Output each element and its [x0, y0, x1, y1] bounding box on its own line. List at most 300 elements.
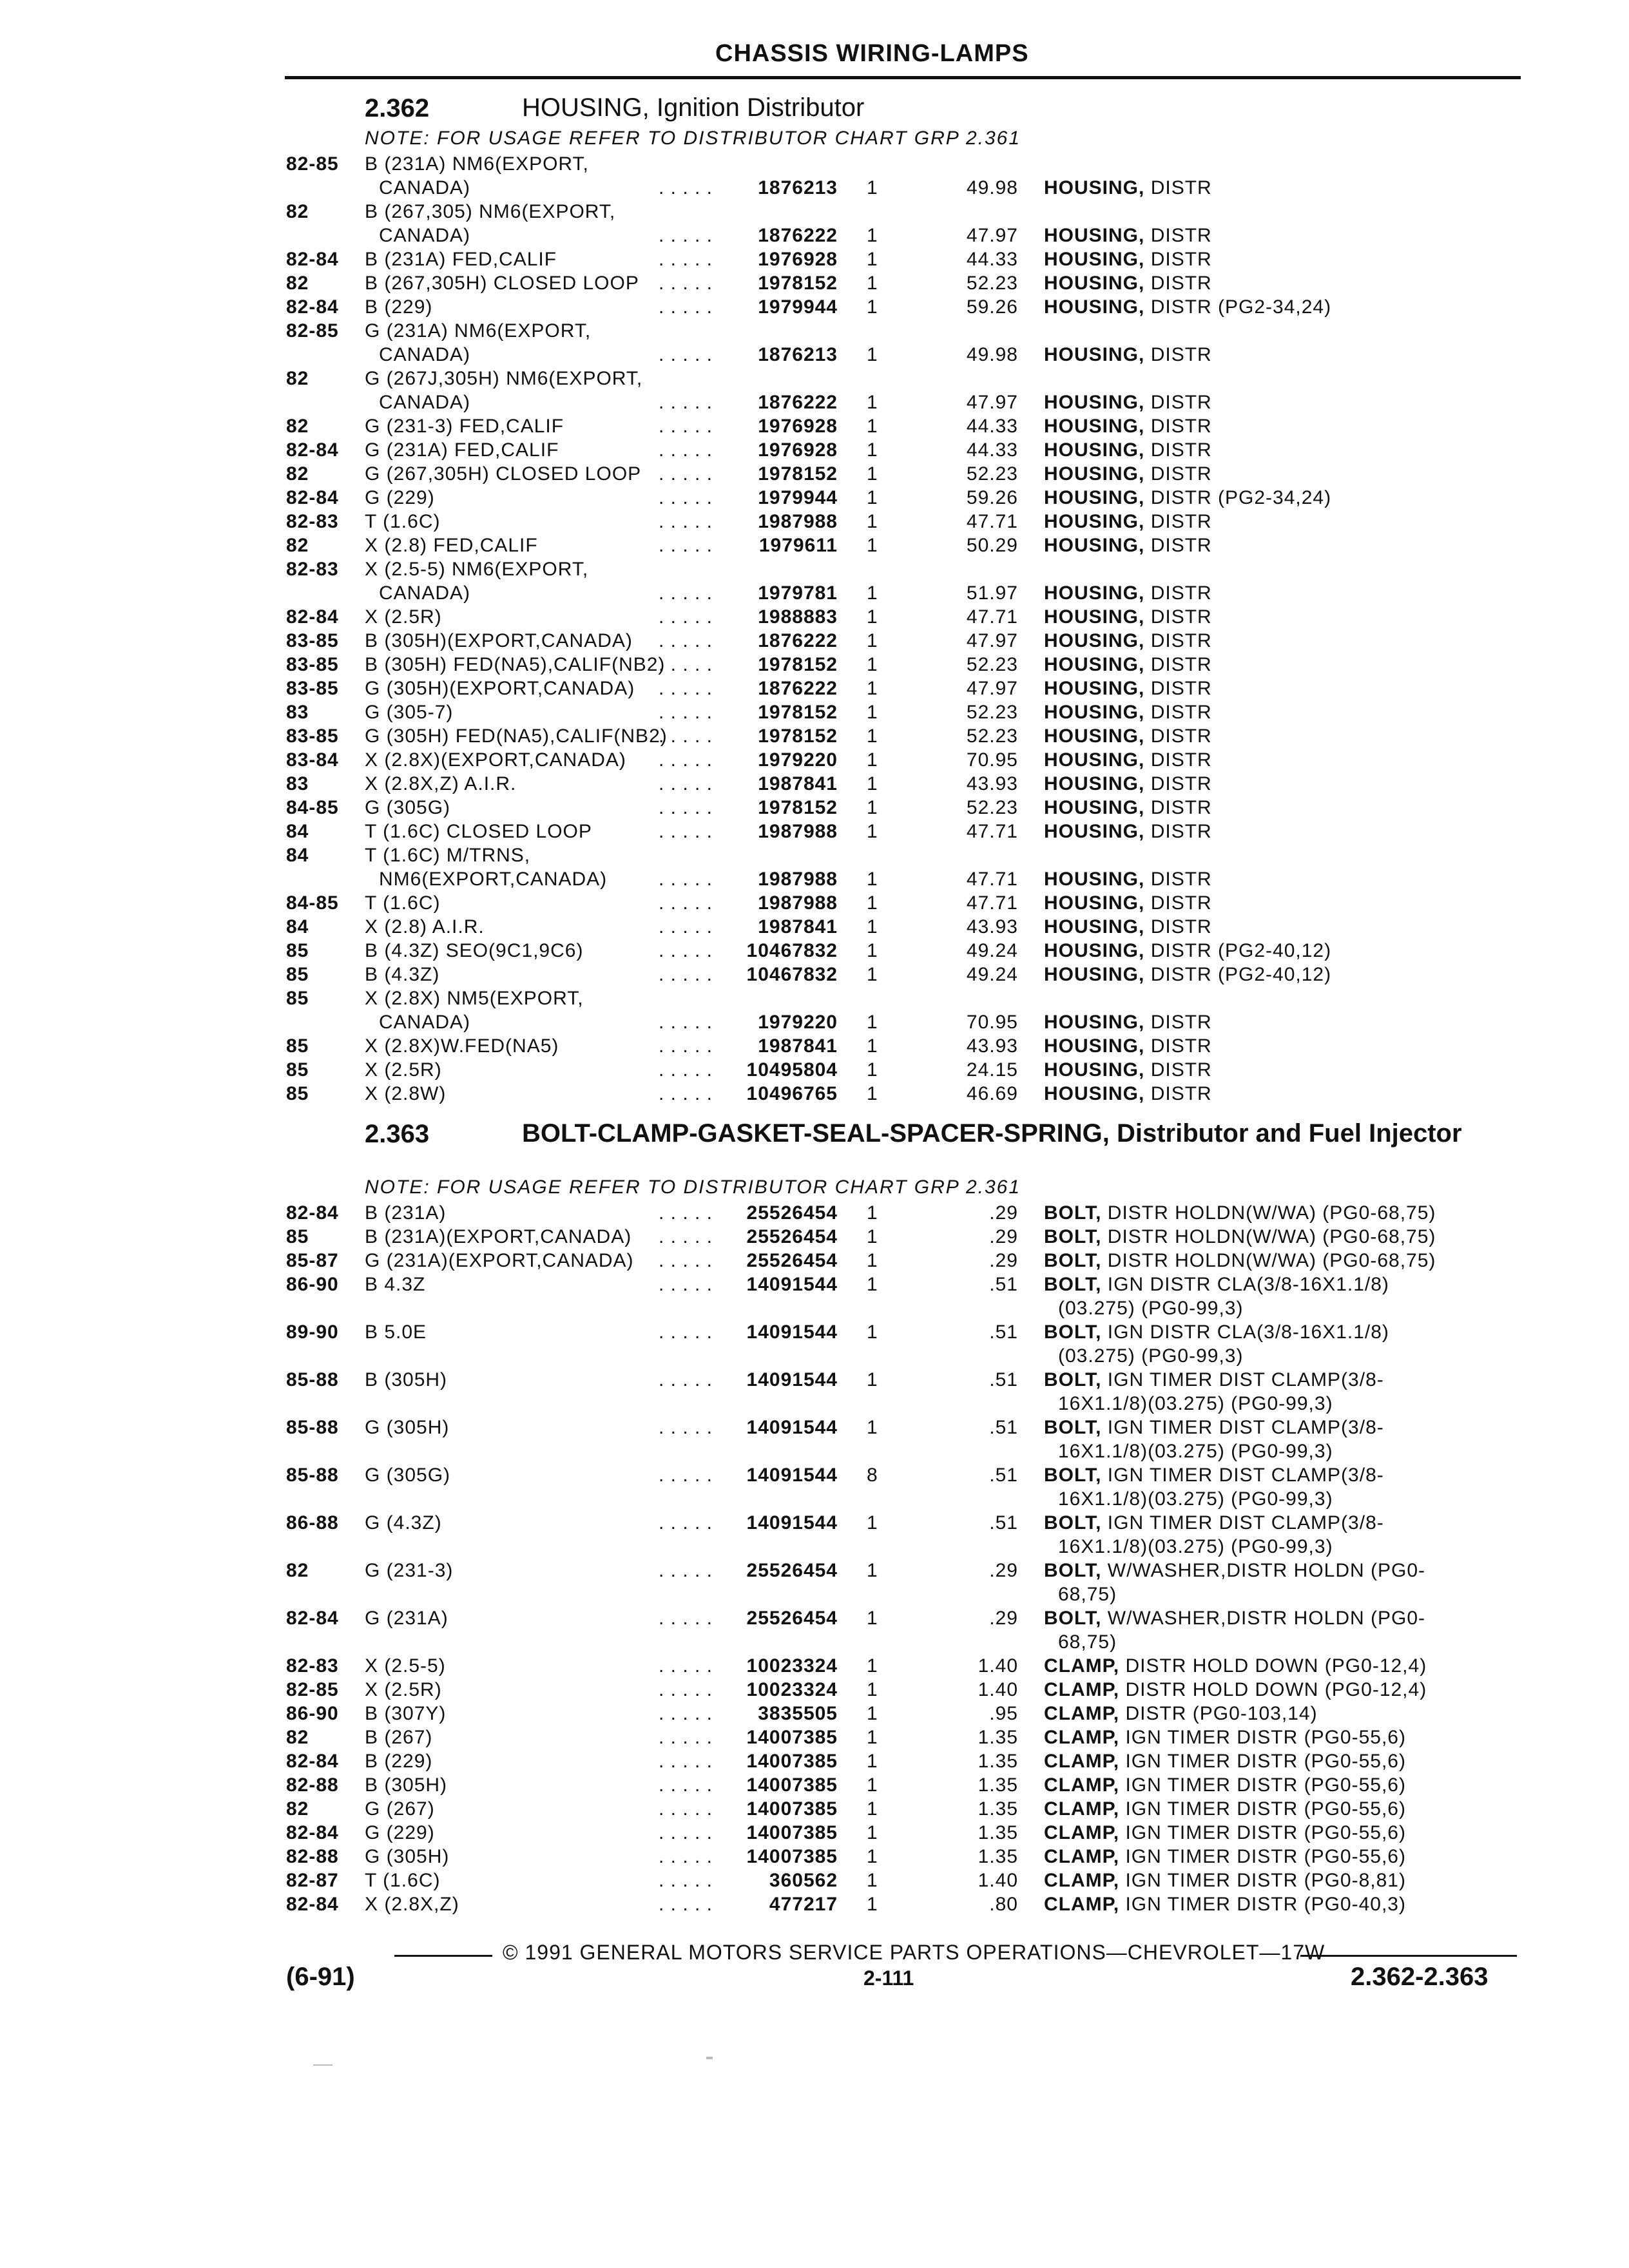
model-years: 82: [286, 416, 309, 437]
leader-dots: . . . . .: [658, 1465, 713, 1486]
quantity: 1: [867, 1083, 878, 1104]
part-detail: DISTR HOLDN(W/WA) (PG0-68,75): [1107, 1202, 1436, 1224]
part-detail-continued: 16X1.1/8)(03.275) (PG0-99,3): [1058, 1441, 1333, 1462]
quantity: 1: [867, 892, 878, 914]
model-years: 85-88: [286, 1417, 339, 1438]
part-description: [1044, 1225, 1508, 1249]
section-number: 2.363: [365, 1120, 430, 1148]
price: .29: [989, 1226, 1018, 1247]
part-detail-continued: (03.275) (PG0-99,3): [1058, 1345, 1244, 1367]
part-description: [1044, 224, 1508, 247]
model-years: 85: [286, 1083, 309, 1104]
quantity: 1: [867, 1679, 878, 1700]
price: 43.93: [966, 773, 1018, 794]
model-years: 82-84: [286, 1608, 339, 1629]
table-row: [0, 1034, 1629, 1058]
price: 59.26: [966, 487, 1018, 508]
part-name: HOUSING,: [1044, 344, 1145, 365]
footer-date: (6-91): [286, 1963, 355, 1991]
part-detail-continued: 68,75): [1058, 1631, 1117, 1653]
part-name: BOLT,: [1044, 1226, 1102, 1247]
table-row: [0, 557, 1629, 605]
description-line: G (305H): [365, 1417, 450, 1438]
leader-dots: . . . . .: [658, 726, 713, 747]
part-description: [1044, 963, 1508, 986]
description-line: X (2.8) A.I.R.: [365, 916, 485, 937]
price: 1.35: [978, 1798, 1018, 1820]
description-line: T (1.6C) CLOSED LOOP: [365, 821, 592, 842]
part-detail: DISTR: [1150, 344, 1212, 365]
quantity: 1: [867, 1608, 878, 1629]
part-number: 1978152: [758, 726, 838, 747]
price: .51: [989, 1369, 1018, 1390]
price: 1.35: [978, 1774, 1018, 1796]
price: 47.71: [966, 821, 1018, 842]
description-line: X (2.5R): [365, 606, 442, 628]
model-years: 85-87: [286, 1250, 339, 1271]
part-detail: DISTR: [1150, 1035, 1212, 1057]
table-row: [0, 486, 1629, 510]
price: 24.15: [966, 1059, 1018, 1081]
description-line: G (267J,305H) NM6(EXPORT,: [365, 368, 643, 389]
description-line: B 4.3Z: [365, 1274, 426, 1295]
part-name: HOUSING,: [1044, 773, 1145, 794]
table-row: [0, 510, 1629, 533]
description-line: B (231A): [365, 1202, 447, 1224]
part-description: [1044, 1368, 1508, 1416]
price: 43.93: [966, 916, 1018, 937]
part-detail: IGN TIMER DISTR (PG0-40,3): [1125, 1894, 1406, 1915]
part-number: 14091544: [746, 1512, 838, 1533]
leader-dots: . . . . .: [658, 773, 713, 794]
price: 1.35: [978, 1751, 1018, 1772]
description-line: B (267,305H) CLOSED LOOP: [365, 273, 639, 294]
description-line-continued: CANADA): [379, 392, 471, 413]
price: .95: [989, 1703, 1018, 1724]
part-name: HOUSING,: [1044, 797, 1145, 818]
model-years: 82: [286, 1727, 309, 1748]
table-row: [0, 843, 1629, 891]
price: 52.23: [966, 797, 1018, 818]
part-name: BOLT,: [1044, 1321, 1102, 1343]
table-row: [0, 1416, 1629, 1463]
part-name: HOUSING,: [1044, 416, 1145, 437]
part-name: CLAMP,: [1044, 1655, 1120, 1677]
price: 47.71: [966, 606, 1018, 628]
part-detail: IGN TIMER DISTR (PG0-55,6): [1125, 1846, 1406, 1867]
leader-dots: . . . . .: [658, 1369, 713, 1390]
price: .29: [989, 1250, 1018, 1271]
part-detail: W/WASHER,DISTR HOLDN (PG0-: [1107, 1560, 1426, 1581]
part-detail: IGN TIMER DISTR (PG0-8,81): [1125, 1870, 1406, 1891]
table-row: [0, 891, 1629, 915]
price: 47.97: [966, 678, 1018, 699]
part-description: [1044, 176, 1508, 200]
leader-dots: . . . . .: [658, 1894, 713, 1915]
part-number: 1978152: [758, 702, 838, 723]
price: 49.98: [966, 177, 1018, 198]
part-detail: DISTR: [1150, 273, 1212, 294]
part-number: 1979944: [758, 487, 838, 508]
model-years: 86-88: [286, 1512, 339, 1533]
quantity: 1: [867, 1012, 878, 1033]
part-detail: DISTR: [1150, 726, 1212, 747]
description-line: X (2.5R): [365, 1059, 442, 1081]
description-line: T (1.6C): [365, 1870, 441, 1891]
quantity: 1: [867, 797, 878, 818]
part-description: [1044, 1845, 1508, 1869]
price: 50.29: [966, 535, 1018, 556]
part-detail: DISTR (PG0-103,14): [1125, 1703, 1318, 1724]
part-name: HOUSING,: [1044, 296, 1145, 318]
part-name: HOUSING,: [1044, 1083, 1145, 1104]
price: 70.95: [966, 749, 1018, 771]
quantity: 1: [867, 773, 878, 794]
part-name: BOLT,: [1044, 1560, 1102, 1581]
part-detail: DISTR: [1150, 773, 1212, 794]
leader-dots: . . . . .: [658, 630, 713, 651]
model-years: 82: [286, 1560, 309, 1581]
quantity: 1: [867, 1560, 878, 1581]
model-years: 82-85: [286, 153, 339, 175]
price: 44.33: [966, 439, 1018, 461]
description-line: X (2.8X)(EXPORT,CANADA): [365, 749, 626, 771]
price: 43.93: [966, 1035, 1018, 1057]
description-line: X (2.8X) NM5(EXPORT,: [365, 988, 584, 1009]
part-number: 1976928: [758, 416, 838, 437]
part-number: 1876222: [758, 225, 838, 246]
model-years: 83-85: [286, 654, 339, 675]
leader-dots: . . . . .: [658, 678, 713, 699]
description-line: X (2.5R): [365, 1679, 442, 1700]
part-number: 14091544: [746, 1274, 838, 1295]
part-description: [1044, 629, 1508, 653]
part-description: [1044, 915, 1508, 939]
leader-dots: . . . . .: [658, 225, 713, 246]
part-name: BOLT,: [1044, 1465, 1102, 1486]
model-years: 82-84: [286, 1202, 339, 1224]
part-number: 10467832: [746, 940, 838, 961]
table-row: [0, 414, 1629, 438]
model-years: 83-85: [286, 678, 339, 699]
quantity: 1: [867, 702, 878, 723]
quantity: 1: [867, 1655, 878, 1677]
leader-dots: . . . . .: [658, 1512, 713, 1533]
model-years: 85: [286, 940, 309, 961]
part-name: HOUSING,: [1044, 439, 1145, 461]
leader-dots: . . . . .: [658, 487, 713, 508]
quantity: 1: [867, 1512, 878, 1533]
leader-dots: . . . . .: [658, 1274, 713, 1295]
part-number: 1978152: [758, 273, 838, 294]
part-detail: DISTR: [1150, 869, 1212, 890]
table-row: [0, 1654, 1629, 1678]
part-description: [1044, 1559, 1508, 1606]
part-description: [1044, 1273, 1508, 1320]
table-row: [0, 1845, 1629, 1869]
part-name: HOUSING,: [1044, 702, 1145, 723]
table-row: [0, 772, 1629, 796]
table-row: [0, 748, 1629, 772]
table-row: [0, 319, 1629, 367]
table-row: [0, 152, 1629, 200]
table-row: [0, 796, 1629, 820]
table-row: [0, 533, 1629, 557]
footer-rule-right: [1300, 1955, 1517, 1957]
part-name: HOUSING,: [1044, 726, 1145, 747]
part-detail: DISTR: [1150, 630, 1212, 651]
part-number: 1876222: [758, 630, 838, 651]
part-number: 14007385: [746, 1846, 838, 1867]
leader-dots: . . . . .: [658, 1417, 713, 1438]
part-detail: DISTR: [1150, 678, 1212, 699]
table-row: [0, 1249, 1629, 1273]
page-header: [285, 37, 1521, 79]
price: 52.23: [966, 726, 1018, 747]
description-line-continued: NM6(EXPORT,CANADA): [379, 869, 608, 890]
part-number: 14007385: [746, 1798, 838, 1820]
price: 1.35: [978, 1846, 1018, 1867]
quantity: 1: [867, 1059, 878, 1081]
model-years: 82-84: [286, 487, 339, 508]
quantity: 1: [867, 296, 878, 318]
quantity: 1: [867, 964, 878, 985]
part-detail: DISTR: [1150, 511, 1212, 532]
part-detail: DISTR HOLD DOWN (PG0-12,4): [1125, 1655, 1427, 1677]
model-years: 84-85: [286, 797, 339, 818]
leader-dots: . . . . .: [658, 1846, 713, 1867]
table-row: [0, 200, 1629, 247]
quantity: 1: [867, 582, 878, 604]
leader-dots: . . . . .: [658, 1059, 713, 1081]
part-number: 1987841: [758, 1035, 838, 1057]
description-line: X (2.8X,Z) A.I.R.: [365, 773, 517, 794]
description-line: B (267): [365, 1727, 433, 1748]
part-number: 1876222: [758, 678, 838, 699]
leader-dots: . . . . .: [658, 606, 713, 628]
part-name: HOUSING,: [1044, 225, 1145, 246]
part-name: CLAMP,: [1044, 1774, 1120, 1796]
model-years: 82: [286, 273, 309, 294]
part-description: [1044, 891, 1508, 915]
leader-dots: . . . . .: [658, 1822, 713, 1843]
part-detail: DISTR (PG2-40,12): [1150, 964, 1332, 985]
quantity: 1: [867, 416, 878, 437]
part-number: 10467832: [746, 964, 838, 985]
quantity: 1: [867, 177, 878, 198]
page-title: CHASSIS WIRING-LAMPS: [715, 40, 1029, 67]
part-detail: DISTR: [1150, 1059, 1212, 1081]
table-row: [0, 629, 1629, 653]
description-line: T (1.6C): [365, 892, 441, 914]
part-name: HOUSING,: [1044, 749, 1145, 771]
part-detail: IGN TIMER DISTR (PG0-55,6): [1125, 1798, 1406, 1820]
quantity: 1: [867, 1822, 878, 1843]
table-row: [0, 939, 1629, 963]
part-detail: DISTR: [1150, 892, 1212, 914]
price: .80: [989, 1894, 1018, 1915]
part-number: 1979944: [758, 296, 838, 318]
part-name: BOLT,: [1044, 1369, 1102, 1390]
part-number: 1987988: [758, 869, 838, 890]
part-detail: DISTR: [1150, 916, 1212, 937]
part-description: [1044, 820, 1508, 843]
price: 49.24: [966, 940, 1018, 961]
section-title: HOUSING, Ignition Distributor: [522, 93, 865, 122]
price: .29: [989, 1202, 1018, 1224]
part-name: BOLT,: [1044, 1250, 1102, 1271]
description-line: X (2.5-5): [365, 1655, 446, 1677]
quantity: 1: [867, 1274, 878, 1295]
part-detail: IGN TIMER DIST CLAMP(3/8-: [1107, 1512, 1384, 1533]
price: 47.71: [966, 869, 1018, 890]
description-line: X (2.8X,Z): [365, 1894, 459, 1915]
table-row: [0, 1201, 1629, 1225]
price: 44.33: [966, 416, 1018, 437]
part-name: CLAMP,: [1044, 1822, 1120, 1843]
leader-dots: . . . . .: [658, 1012, 713, 1033]
quantity: 1: [867, 1035, 878, 1057]
description-line-continued: CANADA): [379, 177, 471, 198]
quantity: 1: [867, 249, 878, 270]
part-detail: DISTR: [1150, 416, 1212, 437]
price: .51: [989, 1417, 1018, 1438]
price: 52.23: [966, 463, 1018, 485]
description-line: G (231A) NM6(EXPORT,: [365, 320, 592, 341]
quantity: 1: [867, 630, 878, 651]
leader-dots: . . . . .: [658, 1608, 713, 1629]
model-years: 85: [286, 964, 309, 985]
model-years: 82-84: [286, 249, 339, 270]
part-number: 477217: [769, 1894, 838, 1915]
part-number: 1978152: [758, 654, 838, 675]
part-name: CLAMP,: [1044, 1798, 1120, 1820]
price: 52.23: [966, 273, 1018, 294]
description-line: G (305G): [365, 1465, 451, 1486]
part-name: HOUSING,: [1044, 535, 1145, 556]
description-line: G (305-7): [365, 702, 454, 723]
price: 1.40: [978, 1679, 1018, 1700]
part-description: [1044, 271, 1508, 295]
part-description: [1044, 1797, 1508, 1821]
leader-dots: . . . . .: [658, 702, 713, 723]
table-row: [0, 653, 1629, 677]
part-detail: DISTR: [1150, 606, 1212, 628]
part-number: 14091544: [746, 1465, 838, 1486]
part-detail: DISTR: [1150, 392, 1212, 413]
quantity: 1: [867, 392, 878, 413]
price: 44.33: [966, 249, 1018, 270]
part-description: [1044, 1463, 1508, 1511]
part-name: HOUSING,: [1044, 511, 1145, 532]
table-row: [0, 1869, 1629, 1892]
leader-dots: . . . . .: [658, 1703, 713, 1724]
description-line: B (4.3Z) SEO(9C1,9C6): [365, 940, 584, 961]
quantity: 1: [867, 1226, 878, 1247]
quantity: 1: [867, 1369, 878, 1390]
price: 47.97: [966, 225, 1018, 246]
part-description: [1044, 1725, 1508, 1749]
description-line: G (231A): [365, 1608, 448, 1629]
price: .51: [989, 1274, 1018, 1295]
table-row: [0, 1606, 1629, 1654]
price: 49.24: [966, 964, 1018, 985]
part-number: 1976928: [758, 439, 838, 461]
model-years: 84-85: [286, 892, 339, 914]
table-row: [0, 1463, 1629, 1511]
table-row: [0, 986, 1629, 1034]
quantity: 1: [867, 940, 878, 961]
part-description: [1044, 1034, 1508, 1058]
part-description: [1044, 1010, 1508, 1034]
description-line: G (305H)(EXPORT,CANADA): [365, 678, 635, 699]
description-line: G (305H) FED(NA5),CALIF(NB2): [365, 726, 668, 747]
description-line: G (229): [365, 1822, 435, 1843]
price: 47.97: [966, 630, 1018, 651]
model-years: 84: [286, 845, 309, 866]
model-years: 82-84: [286, 296, 339, 318]
part-number: 1876213: [758, 344, 838, 365]
table-row: [0, 963, 1629, 986]
part-detail-continued: 16X1.1/8)(03.275) (PG0-99,3): [1058, 1536, 1333, 1557]
price: 1.40: [978, 1870, 1018, 1891]
leader-dots: . . . . .: [658, 1774, 713, 1796]
part-name: HOUSING,: [1044, 940, 1145, 961]
part-detail: DISTR HOLDN(W/WA) (PG0-68,75): [1107, 1226, 1436, 1247]
part-number: 25526454: [746, 1202, 838, 1224]
description-line: B (229): [365, 1751, 433, 1772]
leader-dots: . . . . .: [658, 463, 713, 485]
model-years: 85: [286, 1059, 309, 1081]
model-years: 82-83: [286, 511, 339, 532]
part-detail: IGN TIMER DIST CLAMP(3/8-: [1107, 1465, 1384, 1486]
model-years: 82-84: [286, 439, 339, 461]
part-number: 1987988: [758, 892, 838, 914]
part-name: HOUSING,: [1044, 582, 1145, 604]
part-detail: DISTR: [1150, 177, 1212, 198]
model-years: 83-84: [286, 749, 339, 771]
quantity: 1: [867, 1894, 878, 1915]
quantity: 1: [867, 463, 878, 485]
part-description: [1044, 867, 1508, 891]
table-row: [0, 1702, 1629, 1725]
part-description: [1044, 510, 1508, 533]
leader-dots: . . . . .: [658, 1751, 713, 1772]
part-name: HOUSING,: [1044, 392, 1145, 413]
part-description: [1044, 414, 1508, 438]
table-row: [0, 1725, 1629, 1749]
model-years: 82-85: [286, 320, 339, 341]
model-years: 82-84: [286, 1822, 339, 1843]
price: .51: [989, 1465, 1018, 1486]
model-years: 86-90: [286, 1274, 339, 1295]
model-years: 82-83: [286, 559, 339, 580]
part-detail: DISTR (PG2-34,24): [1150, 487, 1332, 508]
leader-dots: . . . . .: [658, 249, 713, 270]
model-years: 84: [286, 916, 309, 937]
part-description: [1044, 486, 1508, 510]
part-number: 1978152: [758, 463, 838, 485]
leader-dots: . . . . .: [658, 511, 713, 532]
part-detail-continued: (03.275) (PG0-99,3): [1058, 1298, 1244, 1319]
quantity: 8: [867, 1465, 878, 1486]
price: 47.71: [966, 892, 1018, 914]
model-years: 83-85: [286, 630, 339, 651]
part-name: HOUSING,: [1044, 892, 1145, 914]
part-number: 1978152: [758, 797, 838, 818]
part-number: 3835505: [758, 1703, 838, 1724]
quantity: 1: [867, 225, 878, 246]
